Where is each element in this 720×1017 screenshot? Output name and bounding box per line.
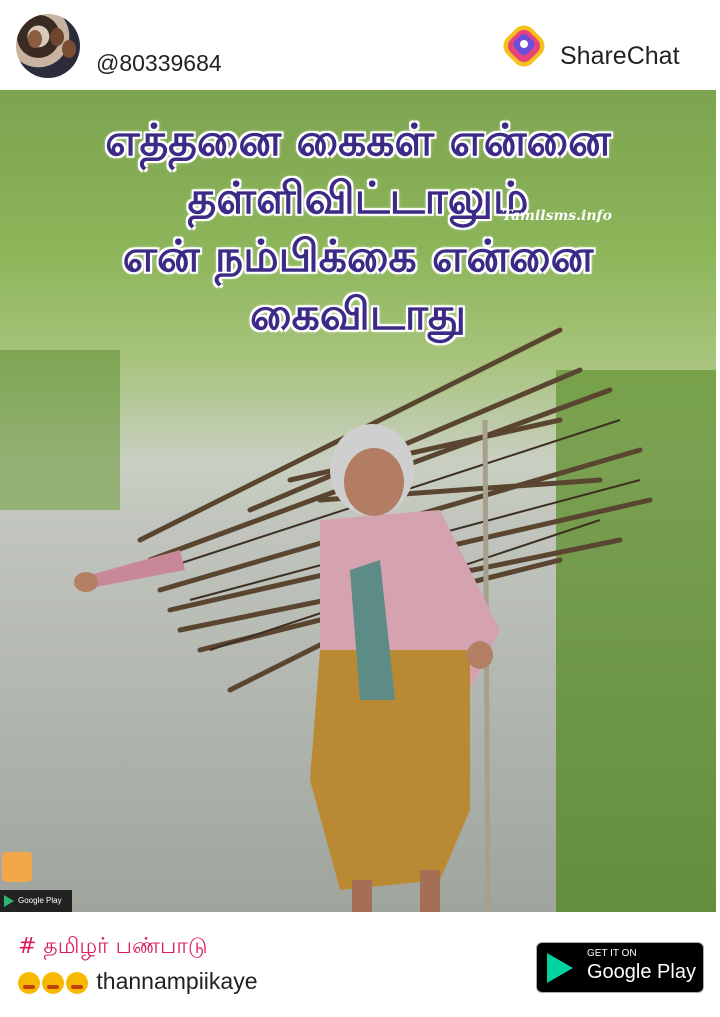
crying-face-icon	[42, 972, 64, 994]
watermark: Tamilsms.info	[502, 208, 612, 224]
caption	[18, 968, 258, 995]
google-play-small-label: GET IT ON	[587, 948, 637, 959]
google-play-label: Google Play	[587, 961, 696, 983]
app-icon	[2, 852, 32, 882]
quote-line: எத்தனை கைகள் என்னை	[105, 115, 611, 166]
sharechat-brand-name: ShareChat	[560, 42, 680, 70]
crying-face-icon	[66, 972, 88, 994]
crying-face-icon	[18, 972, 40, 994]
user-handle[interactable]: @80339684	[96, 50, 222, 76]
sharechat-logo-icon	[500, 22, 548, 70]
post-image[interactable]	[0, 90, 716, 912]
quote-line: தள்ளிவிட்டாலும்	[187, 173, 529, 224]
google-play-icon	[547, 953, 573, 983]
caption-text: thannampiikaye	[96, 968, 258, 994]
post-footer	[0, 912, 720, 1017]
post-header	[0, 0, 720, 90]
quote-text	[0, 112, 716, 344]
google-play-badge-small: Google Play	[0, 890, 72, 912]
avatar[interactable]	[16, 14, 80, 78]
quote-line: என் நம்பிக்கை என்னை	[122, 231, 594, 282]
hashtag[interactable]: # தமிழர் பண்பாடு	[18, 934, 208, 959]
quote-line: கைவிடாது	[249, 289, 466, 340]
play-icon	[4, 895, 14, 907]
google-play-button[interactable]	[536, 942, 704, 993]
